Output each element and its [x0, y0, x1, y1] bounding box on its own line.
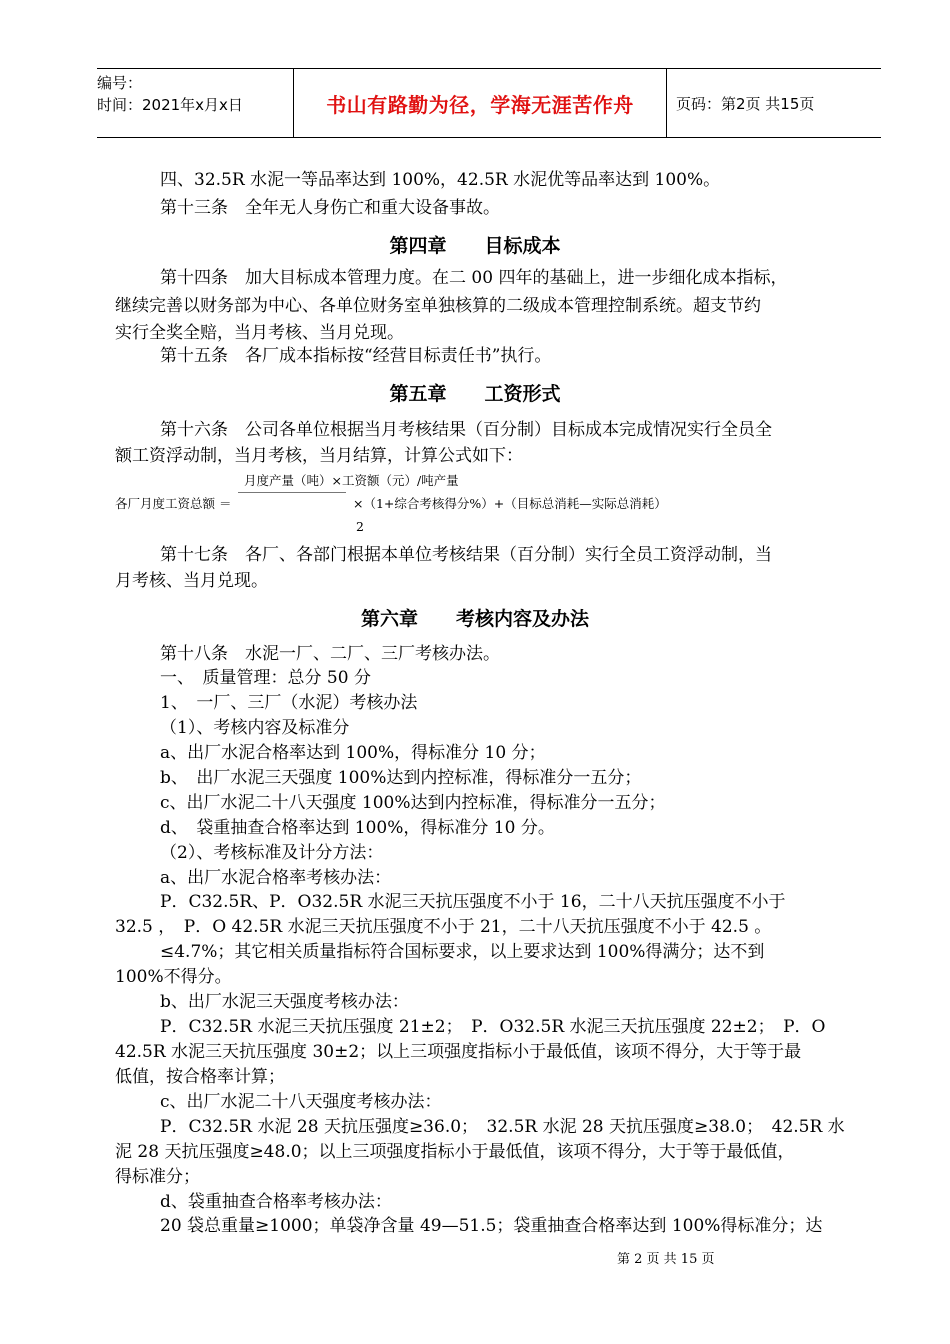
formula-numerator: 月度产量（吨）×工资额（元）/吨产量 — [244, 473, 459, 488]
time-label: 时间：2021年x月x日 — [97, 96, 243, 114]
subsection-1: （1）、考核内容及标准分 — [160, 718, 350, 738]
formula-right: ×（1+综合考核得分%）+（目标总消耗—实际总消耗） — [353, 496, 667, 511]
formula-left: 各厂月度工资总额 ＝ — [115, 496, 232, 511]
formula-fraction-line — [238, 492, 346, 493]
method-a-line-4: 100%不得分。 — [115, 967, 232, 987]
item-a: a、出厂水泥合格率达到 100%，得标准分 10 分； — [160, 743, 546, 763]
method-b-line-1: P．C32.5R 水泥三天抗压强度 21±2； P．O32.5R 水泥三天抗压强度 22±2； P．O — [160, 1017, 826, 1037]
method-b-line-2: 42.5R 水泥三天抗压强度 30±2；以上三项强度指标小于最低值，该项不得分，大于等于最 — [115, 1042, 802, 1062]
method-c-line-3: 得标准分； — [115, 1167, 200, 1187]
article-14-line-2: 继续完善以财务部为中心、各单位财务室单独核算的二级成本管理控制系统。超支节约 — [115, 296, 761, 316]
article-18: 第十八条 水泥一厂、二厂、三厂考核办法。 — [160, 644, 500, 664]
method-a-title: a、出厂水泥合格率考核办法： — [160, 868, 392, 888]
header-page-label: 页码：第2页 共15页 — [676, 94, 815, 113]
page-header — [97, 68, 881, 138]
article-17-line-2: 月考核、当月兑现。 — [115, 571, 268, 591]
method-b-line-3: 低值，按合格率计算； — [115, 1067, 285, 1087]
quality-title: 一、 质量管理：总分 50 分 — [160, 668, 371, 688]
article-16-line-1: 第十六条 公司各单位根据当月考核结果（百分制）目标成本完成情况实行全员全 — [160, 420, 772, 440]
article-14-line-1: 第十四条 加大目标成本管理力度。在二 00 四年的基础上，进一步细化成本指标， — [160, 268, 788, 288]
header-motto: 书山有路勤为径，学海无涯苦作舟 — [326, 92, 634, 117]
chapter-5-heading: 第五章 工资形式 — [389, 383, 561, 405]
article-16-line-2: 额工资浮动制，当月考核，当月结算，计算公式如下： — [115, 446, 523, 466]
method-d-title: d、袋重抽查合格率考核办法： — [160, 1192, 392, 1212]
method-c-line-1: P．C32.5R 水泥 28 天抗压强度≥36.0； 32.5R 水泥 28 天抗压强度≥38.0； 42.5R 水 — [160, 1117, 845, 1137]
item-c: c、出厂水泥二十八天强度 100%达到内控标准，得标准分一五分； — [160, 793, 666, 813]
method-d-line-1: 20 袋总重量≥1000；单袋净含量 49—51.5；袋重抽查合格率达到 100%得标准分；达 — [160, 1216, 823, 1236]
article-14-line-3: 实行全奖全赔，当月考核、当月兑现。 — [115, 323, 404, 343]
article-17-line-1: 第十七条 各厂、各部门根据本单位考核结果（百分制）实行全员工资浮动制，当 — [160, 545, 772, 565]
article-15: 第十五条 各厂成本指标按“经营目标责任书”执行。 — [160, 346, 552, 366]
chapter-6-heading: 第六章 考核内容及办法 — [360, 608, 589, 630]
method-title: 1、 一厂、三厂（水泥）考核办法 — [160, 693, 418, 713]
chapter-4-heading: 第四章 目标成本 — [389, 235, 561, 257]
formula-denominator: 2 — [356, 519, 364, 534]
subsection-2: （2）、考核标准及计分方法： — [160, 843, 384, 863]
header-page-cell — [666, 69, 891, 137]
number-label: 编号： — [97, 74, 143, 92]
article-13: 第十三条 全年无人身伤亡和重大设备事故。 — [160, 198, 500, 218]
method-a-line-2: 32.5 ， P．O 42.5R 水泥三天抗压强度不小于 21，二十八天抗压强度不小于 42.5 。 — [115, 917, 772, 937]
method-a-line-1: P．C32.5R、P．O32.5R 水泥三天抗压强度不小于 16，二十八天抗压强度不小于 — [160, 892, 786, 912]
item-b: b、 出厂水泥三天强度 100%达到内控标准，得标准分一五分； — [160, 768, 642, 788]
method-b-title: b、出厂水泥三天强度考核办法： — [160, 992, 409, 1012]
header-motto-cell — [293, 69, 667, 137]
item-d: d、 袋重抽查合格率达到 100%，得标准分 10 分。 — [160, 818, 555, 838]
paragraph: 四、32.5R 水泥一等品率达到 100%，42.5R 水泥优等品率达到 100%。 — [160, 170, 721, 190]
page-footer: 第 2 页 共 15 页 — [617, 1252, 715, 1267]
method-c-title: c、出厂水泥二十八天强度考核办法： — [160, 1092, 442, 1112]
header-info — [97, 69, 293, 137]
method-a-line-3: ≤4.7%；其它相关质量指标符合国标要求，以上要求达到 100%得满分；达不到 — [160, 942, 765, 962]
method-c-line-2: 泥 28 天抗压强度≥48.0；以上三项强度指标小于最低值，该项不得分，大于等于最低值， — [115, 1142, 795, 1162]
